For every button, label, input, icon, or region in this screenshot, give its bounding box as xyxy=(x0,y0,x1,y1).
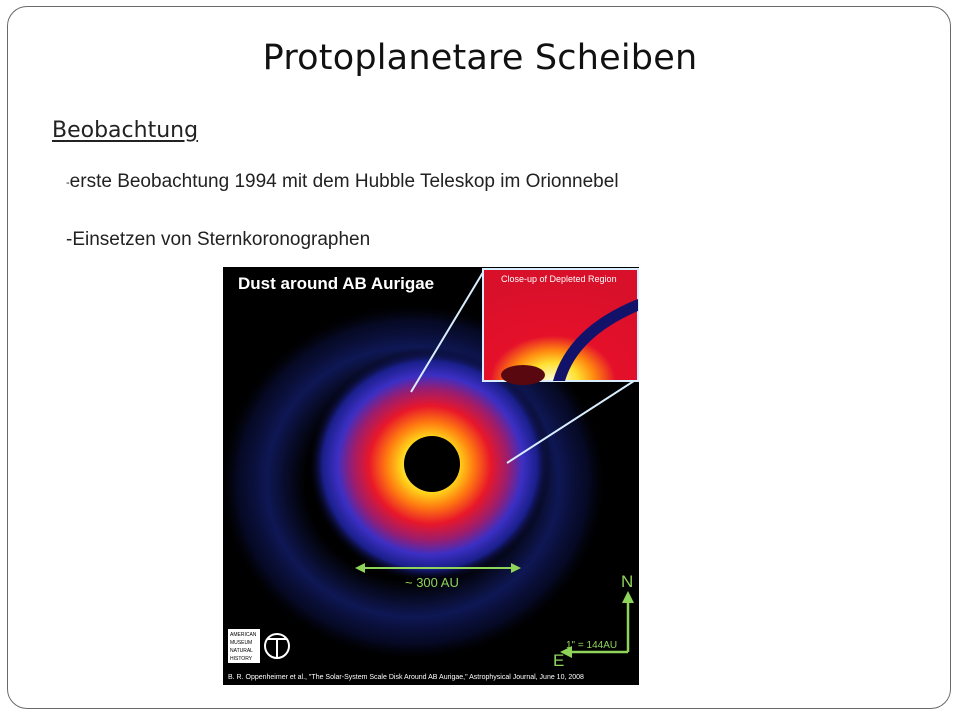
logo-line: HISTORY xyxy=(230,656,253,662)
disk-image xyxy=(223,267,639,685)
compass-north: N xyxy=(621,572,634,591)
figure-title: Dust around AB Aurigae xyxy=(238,274,435,293)
logo-line: AMERICAN xyxy=(230,632,257,638)
scale-label: ~ 300 AU xyxy=(405,575,459,590)
closeup-inset xyxy=(483,269,638,385)
bullet-item xyxy=(66,229,370,251)
compass-east: E xyxy=(553,651,565,670)
inset-label: Close-up of Depleted Region xyxy=(501,274,617,284)
logo-line: MUSEUM xyxy=(230,640,253,646)
disk-figure-svg xyxy=(223,267,639,685)
bullet-dash: - xyxy=(66,229,73,250)
bullet-item xyxy=(66,171,619,193)
bullet-text: Einsetzen von Sternkoronographen xyxy=(72,229,371,250)
arcsec-scale: 1" = 144AU xyxy=(566,640,618,651)
slide-title: Protoplanetare Scheiben xyxy=(262,38,698,78)
section-heading: Beobachtung xyxy=(52,118,199,143)
credit-line: B. R. Oppenheimer et al., "The Solar-System Scale Disk Around AB Aurigae," Astrophysical Journal, June 10, 2008 xyxy=(228,674,584,681)
bullet-dash: - xyxy=(66,177,70,189)
bullet-text: erste Beobachtung 1994 mit dem Hubble Teleskop im Orionnebel xyxy=(69,171,619,192)
logo-line: NATURAL xyxy=(230,648,253,654)
coronagraph-mask xyxy=(404,436,460,492)
